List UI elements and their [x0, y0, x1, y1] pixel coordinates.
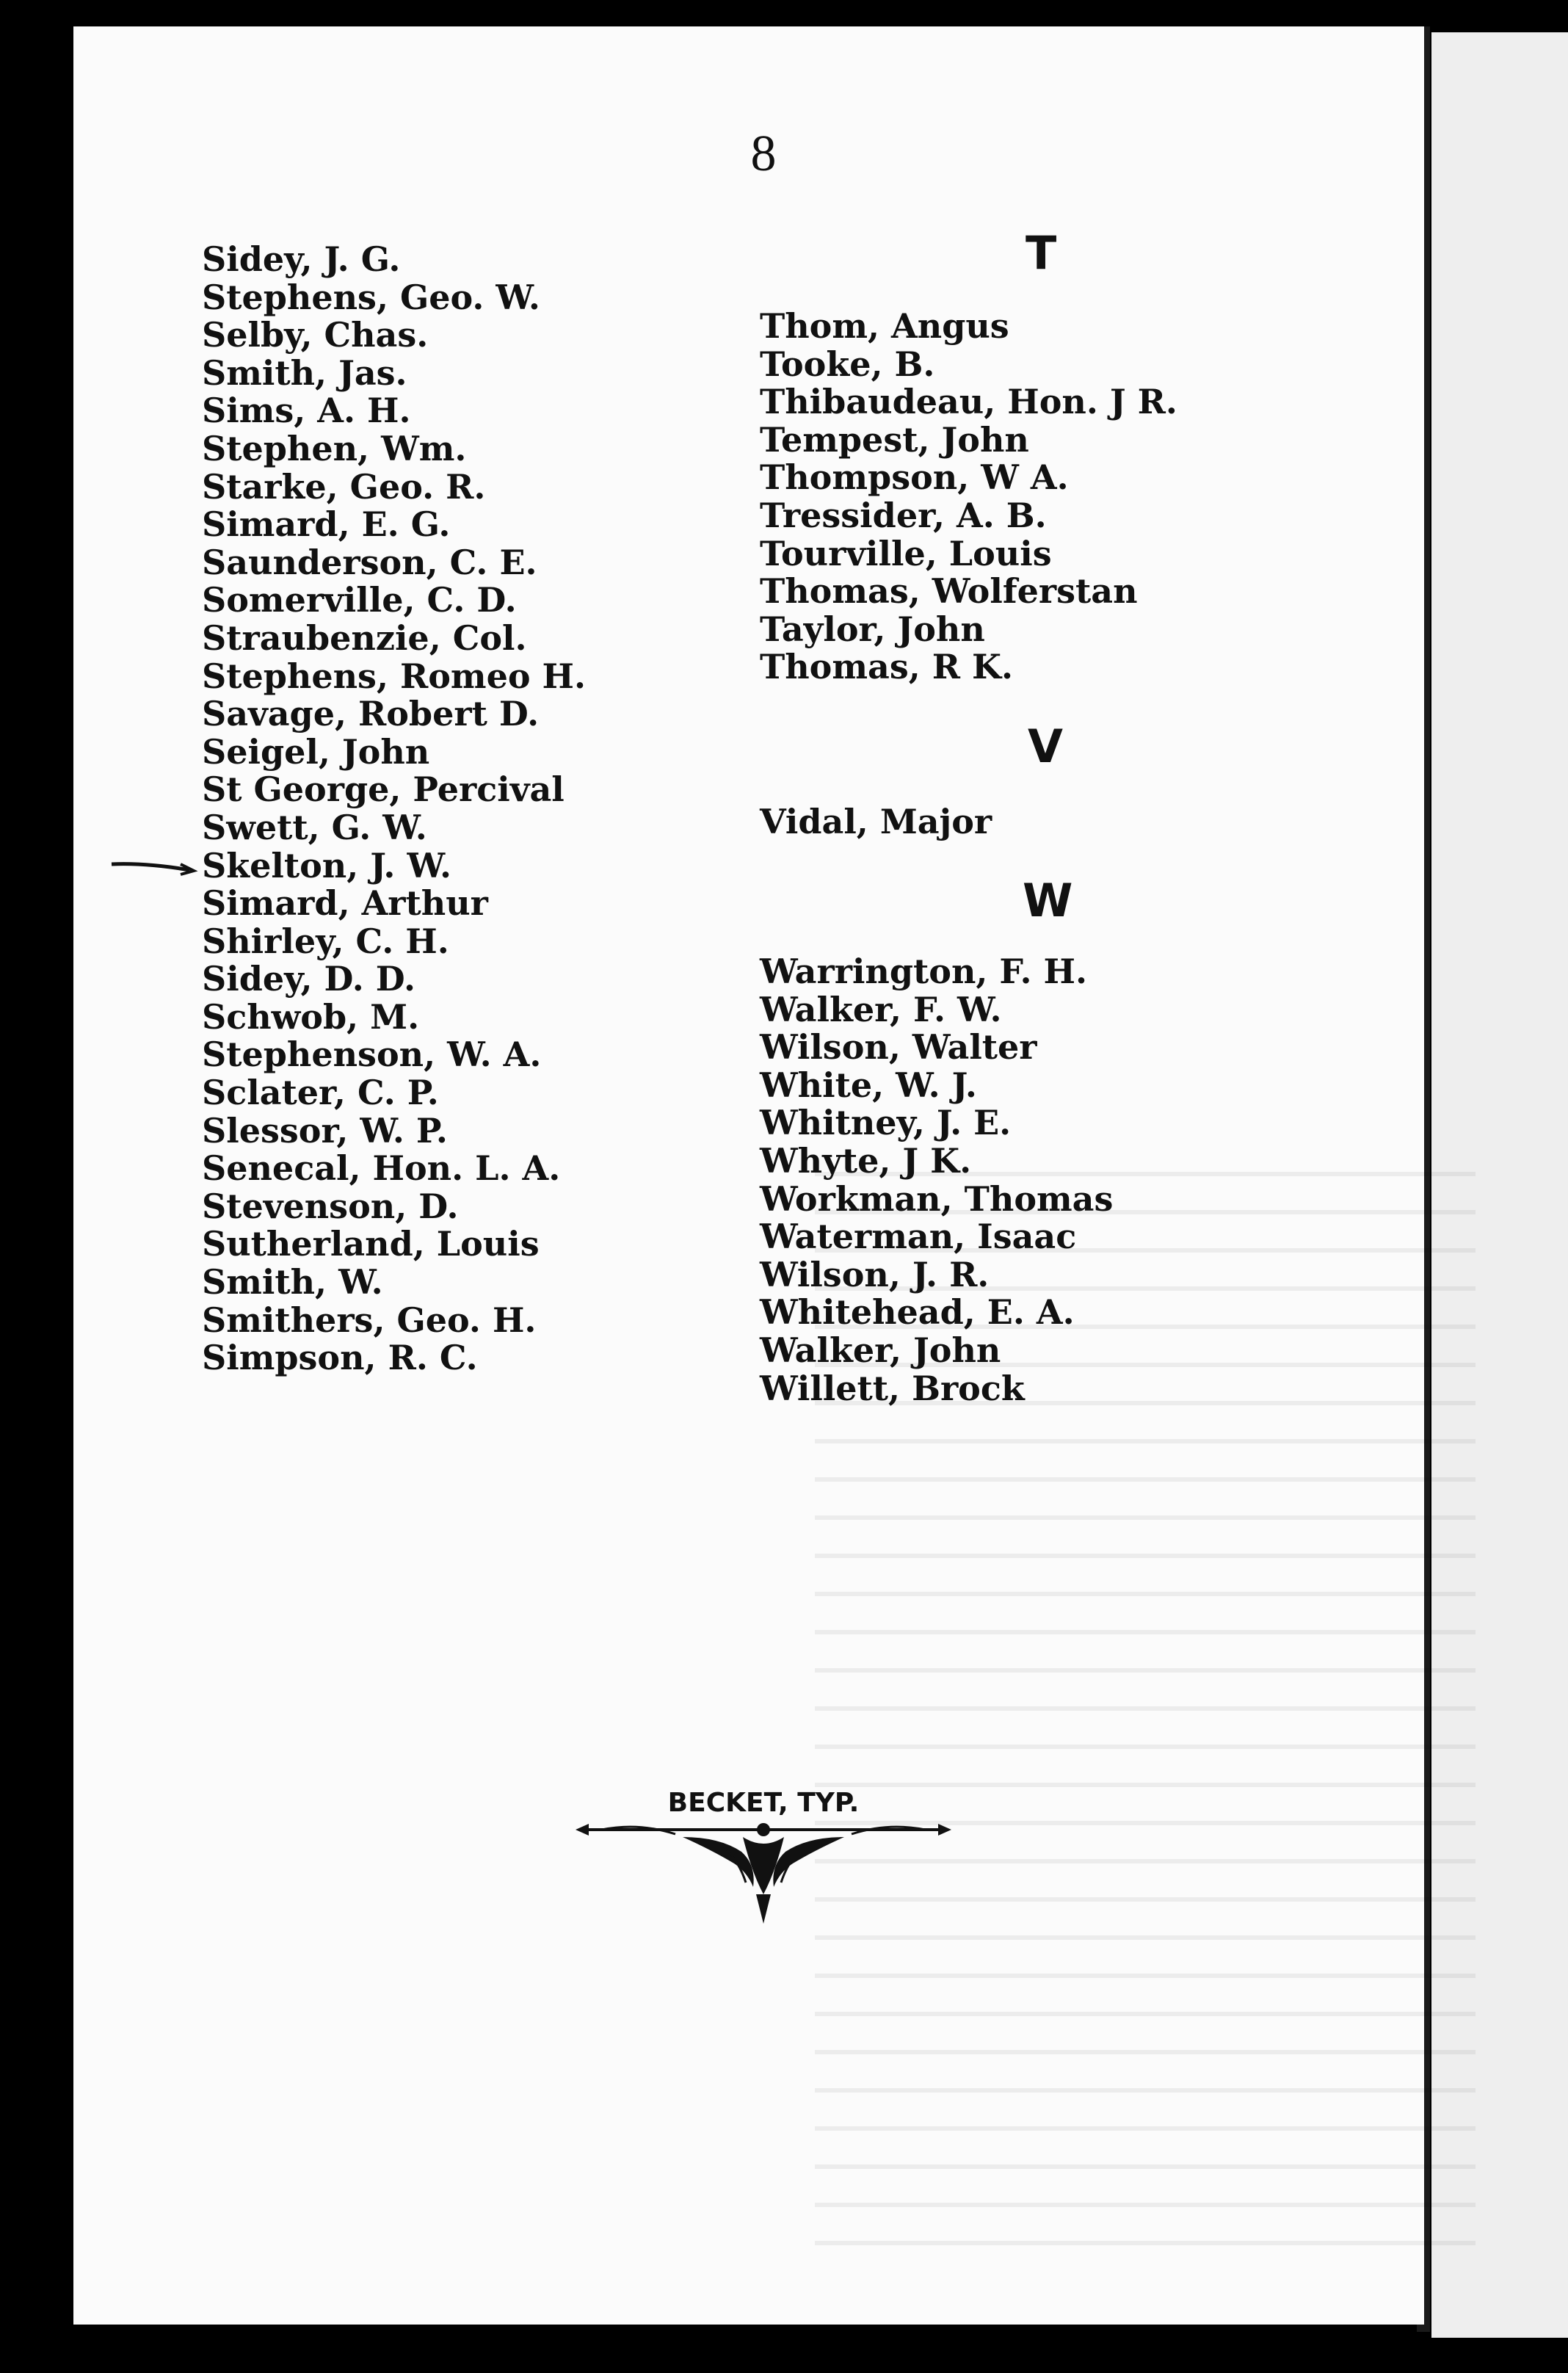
page-number: 8	[750, 126, 777, 182]
list-item: Stephenson, W. A.	[202, 1035, 542, 1075]
list-item: Slessor, W. P.	[202, 1110, 448, 1151]
list-item: Thibaudeau, Hon. J R.	[760, 382, 1177, 422]
list-item: Whitehead, E. A.	[760, 1292, 1075, 1333]
list-item: Walker, F. W.	[760, 989, 1002, 1029]
list-item: Stephen, Wm.	[202, 428, 467, 468]
list-item: Tressider, A. B.	[760, 495, 1047, 535]
list-item: Simard, Arthur	[202, 883, 488, 924]
list-item: Simpson, R. C.	[202, 1338, 478, 1378]
list-item: Smith, Jas.	[202, 352, 407, 393]
printer-imprint: BECKET, TYP.	[667, 1788, 860, 1818]
list-item: Selby, Chas.	[202, 315, 429, 355]
list-item: Smith, W.	[202, 1262, 383, 1303]
list-item: Whyte, J K.	[760, 1140, 972, 1181]
list-item: White, W. J.	[760, 1065, 977, 1105]
list-item: Senecal, Hon. L. A.	[202, 1148, 561, 1189]
list-item: Stevenson, D.	[202, 1186, 459, 1226]
list-item: Thomas, Wolferstan	[760, 571, 1138, 612]
list-item: Stephens, Geo. W.	[202, 277, 540, 317]
section-letter-t: T	[1026, 226, 1057, 280]
list-item: Sidey, J. G.	[202, 239, 401, 279]
list-item: Sidey, D. D.	[202, 959, 416, 999]
list-item: Wilson, J. R.	[760, 1254, 990, 1294]
hand-drawn-arrow-icon	[110, 855, 198, 877]
list-item: Tooke, B.	[760, 344, 935, 384]
list-item: Swett, G. W.	[202, 807, 427, 847]
list-item: Thomas, R K.	[760, 647, 1013, 687]
v-name-list	[760, 803, 992, 841]
list-item: Seigel, John	[202, 731, 430, 772]
t-name-list	[760, 308, 1177, 686]
list-item: Skelton, J. W.	[202, 845, 451, 885]
list-item: St George, Percival	[202, 769, 565, 810]
section-letter-w: W	[1023, 874, 1073, 927]
list-item: Thompson, W A.	[760, 457, 1069, 498]
list-item: Waterman, Isaac	[760, 1217, 1077, 1257]
list-item: Wilson, Walter	[760, 1027, 1037, 1068]
list-item: Shirley, C. H.	[202, 921, 449, 961]
list-item: Saunderson, C. E.	[202, 542, 537, 582]
list-item: Thom, Angus	[760, 306, 1009, 346]
section-letter-v: V	[1028, 720, 1063, 773]
list-item: Somerville, C. D.	[202, 580, 517, 620]
list-item: Willett, Brock	[760, 1368, 1025, 1408]
list-item: Whitney, J. E.	[760, 1103, 1012, 1143]
list-item: Walker, John	[760, 1330, 1001, 1370]
printer-ornament-icon	[573, 1821, 954, 1931]
left-name-list	[202, 241, 586, 1377]
list-item: Simard, E. G.	[202, 504, 451, 545]
list-item: Stephens, Romeo H.	[202, 656, 587, 696]
list-item: Taylor, John	[760, 609, 985, 649]
list-item: Straubenzie, Col.	[202, 617, 527, 658]
list-item: Warrington, F. H.	[760, 952, 1087, 991]
list-item: Savage, Robert D.	[202, 694, 540, 734]
list-item: Tempest, John	[760, 419, 1029, 460]
w-name-list	[760, 953, 1113, 1408]
list-item: Schwob, M.	[202, 996, 420, 1037]
list-item: Workman, Thomas	[760, 1178, 1114, 1219]
list-item: Vidal, Major	[760, 802, 992, 841]
list-item: Smithers, Geo. H.	[202, 1300, 537, 1340]
list-item: Starke, Geo. R.	[202, 466, 486, 507]
list-item: Sims, A. H.	[202, 391, 411, 431]
list-item: Sutherland, Louis	[202, 1224, 540, 1264]
list-item: Tourville, Louis	[760, 533, 1052, 573]
list-item: Sclater, C. P.	[202, 1073, 439, 1113]
